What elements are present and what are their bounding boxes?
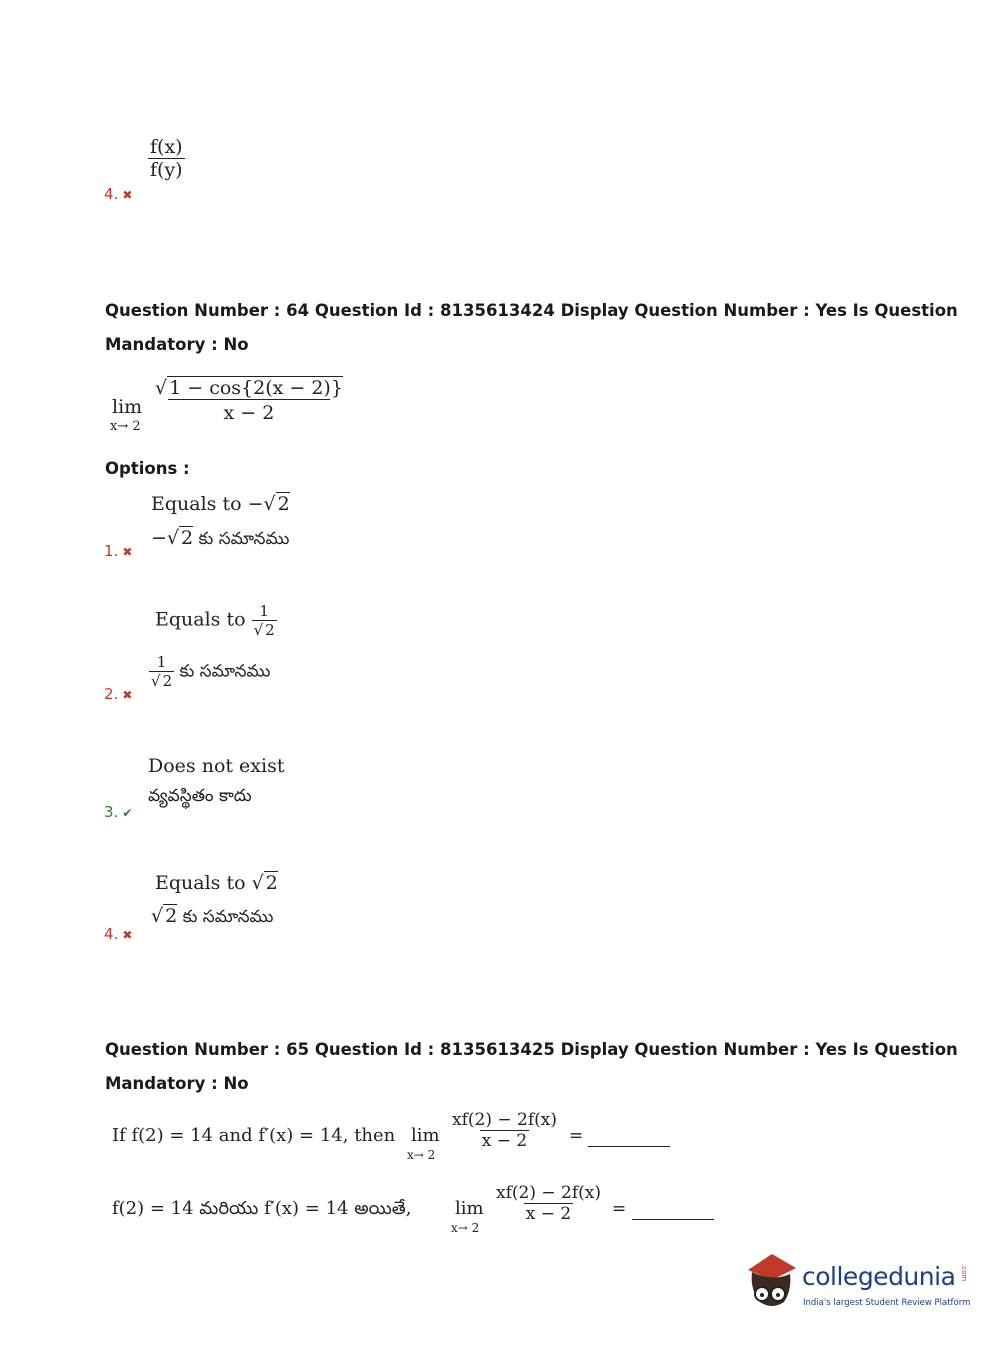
q64-expression: [153, 377, 345, 424]
wrong-icon: ✖: [122, 188, 133, 202]
option-number: 2.: [104, 685, 119, 703]
prev-option-4-number: [104, 185, 132, 203]
option-text: Equals to: [155, 872, 252, 894]
q65-telugu-fraction: [494, 1183, 603, 1224]
option-number: 4.: [104, 185, 119, 203]
option-number: 4.: [104, 925, 119, 943]
q64-lim-sub: x→ 2: [110, 419, 141, 434]
option-1-number: [104, 542, 132, 560]
radicand: 1 − cos{2(x − 2)}: [169, 377, 343, 399]
correct-icon: ✔: [122, 806, 133, 820]
logo-tagline: India's largest Student Review Platform: [803, 1298, 971, 1308]
option-1-english: Equals to −√ 2: [151, 493, 290, 515]
fraction-denominator: f(y): [150, 159, 183, 181]
logo-com: .com: [960, 1264, 968, 1282]
fraction-numerator: f(x): [150, 136, 183, 158]
option-number: 3.: [104, 803, 119, 821]
fraction-denominator: x − 2: [481, 1131, 528, 1151]
fraction-numerator: xf(2) − 2f(x): [496, 1183, 601, 1203]
option-2-number: [104, 685, 132, 703]
q65-meta-line2: Mandatory : No: [105, 1074, 249, 1093]
fraction-numerator: xf(2) − 2f(x): [452, 1110, 557, 1130]
q65-english-equals: =: [569, 1126, 584, 1146]
wrong-icon: ✖: [122, 928, 133, 942]
prev-option-4-fraction: [148, 136, 185, 181]
option-telugu-text: కు సమానము: [174, 661, 271, 682]
q65-telugu-lim: lim: [455, 1198, 484, 1219]
q65-telugu-prefix: f(2) = 14 మరియు f′(x) = 14 అయితే,: [112, 1198, 412, 1219]
q64-meta-line1: Question Number : 64 Question Id : 8135613424 Display Question Number : Yes Is Question: [105, 301, 958, 320]
option-value: 2: [165, 905, 178, 927]
q65-english-lim: lim: [411, 1125, 440, 1146]
fraction-numerator: 1: [156, 653, 167, 671]
option-4-telugu: √ 2 కు సమానము: [151, 905, 274, 927]
options-label: Options :: [105, 459, 190, 478]
fraction-numerator: 1: [259, 602, 269, 620]
q64-meta-line2: Mandatory : No: [105, 335, 249, 354]
fraction-denominator: 2: [265, 621, 275, 639]
fraction-denominator: 2: [162, 672, 173, 690]
option-1-telugu: −√ 2 కు సమానము: [151, 527, 290, 549]
q65-english-lim-sub: x→ 2: [407, 1148, 436, 1162]
q64-denominator: x − 2: [168, 399, 331, 424]
option-3-english: Does not exist: [148, 755, 285, 777]
option-value: 2: [265, 872, 278, 894]
q65-english-answer-blank: [588, 1128, 670, 1147]
option-3-telugu: వ్యవస్థితం కాదు: [148, 786, 252, 806]
q65-telugu-equals: =: [612, 1199, 627, 1219]
option-2-telugu: $\frac{1}{√ 2}$ కు సమానము: [151, 653, 271, 690]
option-telugu-text: కు సమానము: [193, 529, 290, 549]
mascot-icon: [742, 1250, 800, 1312]
option-2-english: Equals to $\frac{1}{√ 2}$: [155, 602, 275, 639]
logo-name: collegedunia: [802, 1262, 956, 1291]
q65-telugu-lim-sub: x→ 2: [451, 1221, 480, 1235]
option-value: 2: [181, 527, 194, 549]
q65-english-fraction: [450, 1110, 559, 1151]
wrong-icon: ✖: [122, 545, 133, 559]
radical-sign: √: [155, 377, 168, 399]
option-text: Equals to: [155, 608, 252, 631]
option-number: 1.: [104, 542, 119, 560]
option-4-number: [104, 925, 132, 943]
option-4-english: Equals to √ 2: [155, 872, 278, 894]
q65-telugu-answer-blank: [632, 1201, 714, 1220]
fraction-denominator: x − 2: [525, 1204, 572, 1224]
option-value: 2: [277, 493, 290, 515]
option-text: −: [151, 527, 167, 549]
option-telugu-text: కు సమానము: [177, 907, 274, 927]
option-3-number: [104, 803, 132, 821]
q65-english-prefix: If f(2) = 14 and f′(x) = 14, then: [112, 1125, 396, 1146]
option-text: Equals to −: [151, 493, 264, 515]
q64-lim: lim: [112, 396, 143, 418]
collegedunia-logo: [742, 1250, 982, 1320]
wrong-icon: ✖: [122, 688, 133, 702]
q65-meta-line1: Question Number : 65 Question Id : 8135613425 Display Question Number : Yes Is Question: [105, 1040, 958, 1059]
